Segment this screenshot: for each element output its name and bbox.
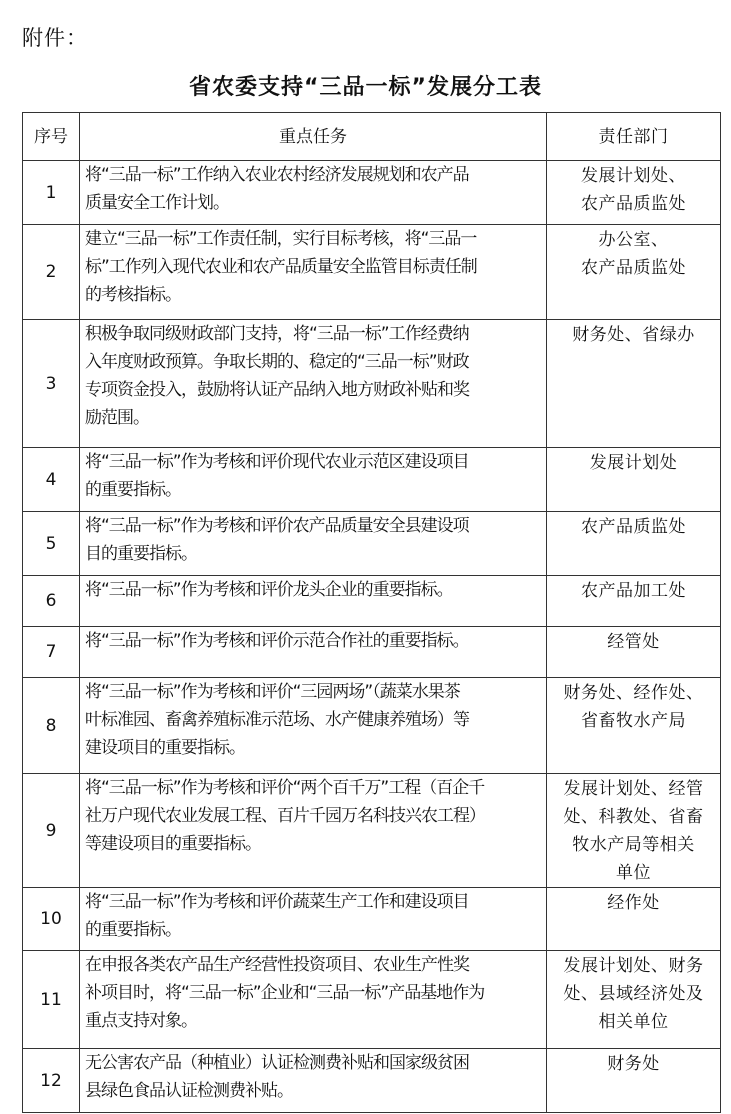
row-serial-number	[23, 678, 80, 774]
row-serial-number-text: 12	[40, 1070, 62, 1091]
table-row	[23, 161, 721, 225]
header-serial-number: 序号	[23, 113, 80, 161]
row-responsible-dept-text: 办公室、 农产品质监处	[581, 230, 686, 278]
row-serial-number	[23, 512, 80, 576]
row-serial-number-text: 6	[45, 591, 57, 611]
row-responsible-dept	[547, 225, 721, 320]
table-row	[23, 774, 721, 888]
header-key-task: 重点任务	[80, 113, 547, 161]
row-responsible-dept	[547, 888, 721, 951]
row-serial-number-text: 10	[40, 909, 62, 929]
table-row	[23, 448, 721, 512]
row-key-task	[80, 888, 547, 951]
row-key-task	[80, 512, 547, 576]
table-row	[23, 678, 721, 774]
row-serial-number-text: 8	[45, 715, 57, 736]
row-key-task	[80, 1049, 547, 1113]
row-key-task-text: 无公害农产品（种植业）认证检测费补贴和国家级贫困 县绿色食品认证检测费补贴。	[85, 1053, 469, 1101]
row-serial-number-text: 3	[45, 373, 57, 394]
table-row	[23, 576, 721, 627]
row-key-task-text: 将“三品一标”作为考核和评价蔬菜生产工作和建设项目 的重要指标。	[85, 892, 469, 940]
row-responsible-dept	[547, 678, 721, 774]
row-responsible-dept	[547, 1049, 721, 1113]
row-key-task-text: 建立“三品一标”工作责任制，实行目标考核，将“三品一 标”工作列入现代农业和农产品质量安全监管目标责任制 的考核指标。	[85, 229, 477, 305]
table-header-row	[23, 113, 721, 161]
division-of-labor-table	[22, 112, 721, 1113]
row-responsible-dept	[547, 951, 721, 1049]
row-key-task	[80, 774, 547, 888]
row-key-task	[80, 678, 547, 774]
row-responsible-dept-text: 财务处、经作处、 省畜牧水产局	[563, 683, 704, 731]
row-responsible-dept-text: 经作处	[607, 893, 660, 913]
row-serial-number	[23, 888, 80, 951]
row-responsible-dept-text: 发展计划处	[589, 453, 678, 473]
row-serial-number-text: 11	[40, 989, 62, 1010]
row-key-task	[80, 951, 547, 1049]
row-responsible-dept	[547, 448, 721, 512]
row-serial-number	[23, 627, 80, 678]
table-row	[23, 225, 721, 320]
row-responsible-dept	[547, 576, 721, 627]
row-responsible-dept	[547, 774, 721, 888]
row-key-task-text: 将“三品一标”作为考核和评价“两个百千万”工程（百企千 社万户现代农业发展工程、百片千园万名科技兴农工程） 等建设项目的重要指标。	[85, 778, 485, 854]
row-key-task	[80, 320, 547, 448]
row-serial-number	[23, 225, 80, 320]
row-serial-number-text: 9	[45, 820, 57, 841]
row-key-task-text: 将“三品一标”作为考核和评价龙头企业的重要指标。	[85, 580, 453, 600]
row-serial-number	[23, 774, 80, 888]
row-key-task	[80, 627, 547, 678]
row-serial-number	[23, 951, 80, 1049]
row-responsible-dept-text: 财务处、省绿办	[572, 325, 695, 345]
table-row	[23, 627, 721, 678]
row-key-task	[80, 161, 547, 225]
table-row	[23, 951, 721, 1049]
row-key-task	[80, 225, 547, 320]
document-title: 省农委支持“三品一标”发展分工表	[189, 75, 542, 100]
row-responsible-dept-text: 农产品质监处	[581, 517, 686, 537]
row-responsible-dept-text: 经管处	[607, 632, 660, 652]
row-serial-number	[23, 161, 80, 225]
row-key-task	[80, 448, 547, 512]
row-responsible-dept	[547, 512, 721, 576]
row-serial-number-text: 5	[45, 533, 57, 554]
row-responsible-dept	[547, 320, 721, 448]
table-row	[23, 512, 721, 576]
table-row	[23, 888, 721, 951]
table-row	[23, 320, 721, 448]
row-serial-number	[23, 1049, 80, 1113]
row-responsible-dept	[547, 627, 721, 678]
row-responsible-dept-text: 发展计划处、财务 处、县域经济处及 相关单位	[563, 956, 704, 1032]
header-responsible-dept: 责任部门	[547, 113, 721, 161]
row-serial-number-text: 7	[45, 642, 57, 662]
row-serial-number-text: 2	[45, 262, 57, 282]
row-key-task-text: 将“三品一标”作为考核和评价农产品质量安全县建设项 目的重要指标。	[85, 516, 469, 564]
attachment-label: 附件：	[22, 26, 88, 50]
row-serial-number-text: 4	[45, 469, 57, 490]
row-key-task-text: 积极争取同级财政部门支持，将“三品一标”工作经费纳 入年度财政预算。争取长期的、稳定的“三品一标”财政 专项资金投入，鼓励将认证产品纳入地方财政补贴和奖 励范围。	[85, 324, 469, 428]
row-serial-number	[23, 576, 80, 627]
row-serial-number	[23, 448, 80, 512]
row-responsible-dept	[547, 161, 721, 225]
table-row	[23, 1049, 721, 1113]
row-responsible-dept-text: 发展计划处、 农产品质监处	[581, 166, 686, 214]
row-responsible-dept-text: 发展计划处、经管 处、科教处、省畜 牧水产局等相关 单位	[563, 779, 704, 883]
row-serial-number	[23, 320, 80, 448]
row-key-task-text: 将“三品一标”作为考核和评价“三园两场”（蔬菜水果茶 叶标准园、畜禽养殖标准示范场、水产健康养殖场）等 建设项目的重要指标。	[85, 682, 469, 758]
row-responsible-dept-text: 财务处	[607, 1054, 660, 1074]
row-key-task-text: 将“三品一标”工作纳入农业农村经济发展规划和农产品 质量安全工作计划。	[85, 165, 469, 213]
row-key-task-text: 在申报各类农产品生产经营性投资项目、农业生产性奖 补项目时，将“三品一标”企业和“三品一标”产品基地作为 重点支持对象。	[85, 955, 485, 1031]
row-key-task-text: 将“三品一标”作为考核和评价现代农业示范区建设项目 的重要指标。	[85, 452, 469, 500]
row-key-task-text: 将“三品一标”作为考核和评价示范合作社的重要指标。	[85, 631, 469, 651]
row-responsible-dept-text: 农产品加工处	[581, 581, 686, 601]
row-serial-number-text: 1	[45, 182, 57, 203]
row-key-task	[80, 576, 547, 627]
